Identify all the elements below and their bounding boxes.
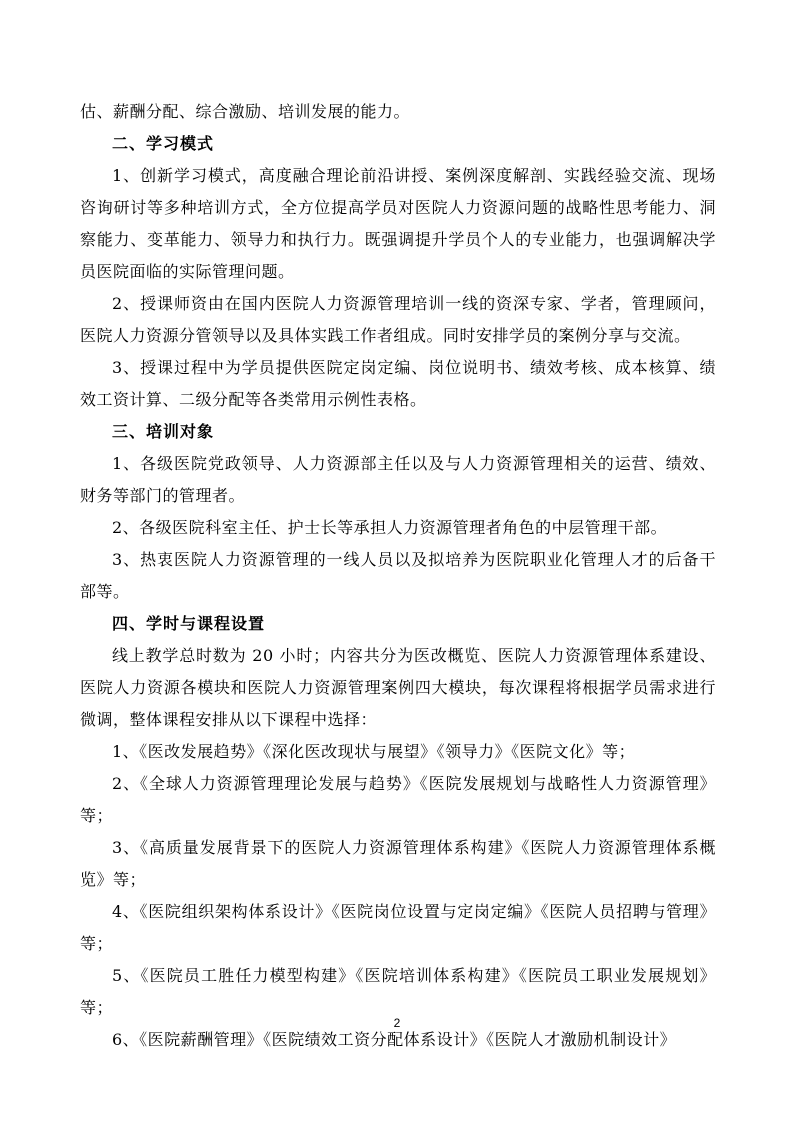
course-item-5: 5、《医院员工胜任力模型构建》《医院培训体系构建》《医院员工职业发展规划》等； [80, 966, 716, 1017]
course-item-3: 3、《高质量发展背景下的医院人力资源管理体系构建》《医院人力资源管理体系概览》等； [80, 838, 716, 889]
paragraph-learning-mode-1: 1、创新学习模式，高度融合理论前沿讲授、案例深度解剖、实践经验交流、现场咨询研讨等多种培训方式，全方位提高学员对医院人力资源问题的战略性思考能力、洞察能力、变革能力、领导力和执行力。既强调提升学员个人的专业能力，也强调解决学员医院面临的实际管理问题。 [80, 166, 716, 281]
course-item-1: 1、《医改发展趋势》《深化医改现状与展望》《领导力》《医院文化》等； [112, 742, 636, 761]
section-heading-learning-mode: 二、学习模式 [112, 134, 215, 153]
page-number: 2 [393, 1016, 401, 1030]
course-item-6: 6、《医院薪酬管理》《医院绩效工资分配体系设计》《医院人才激励机制设计》 [112, 1030, 677, 1049]
paragraph-continuation: 估、薪酬分配、综合激励、培训发展的能力。 [80, 102, 411, 121]
section-heading-curriculum: 四、学时与课程设置 [112, 614, 266, 633]
paragraph-curriculum-intro: 线上教学总时数为 20 小时；内容共分为医改概览、医院人力资源管理体系建设、医院人力资源各模块和医院人力资源管理案例四大模块，每次课程将根据学员需求进行微调，整体课程安排从以下课程中选择： [80, 646, 716, 729]
section-heading-audience: 三、培训对象 [112, 422, 215, 441]
paragraph-audience-3: 3、热衷医院人力资源管理的一线人员以及拟培养为医院职业化管理人才的后备干部等。 [80, 550, 716, 601]
paragraph-audience-1: 1、各级医院党政领导、人力资源部主任以及与人力资源管理相关的运营、绩效、财务等部门的管理者。 [80, 454, 716, 505]
paragraph-learning-mode-3: 3、授课过程中为学员提供医院定岗定编、岗位说明书、绩效考核、成本核算、绩效工资计算、二级分配等各类常用示例性表格。 [80, 358, 716, 409]
paragraph-audience-2: 2、各级医院科室主任、护士长等承担人力资源管理者角色的中层管理干部。 [112, 518, 668, 537]
paragraph-learning-mode-2: 2、授课师资由在国内医院人力资源管理培训一线的资深专家、学者，管理顾问，医院人力资源分管领导以及具体实践工作者组成。同时安排学员的案例分享与交流。 [80, 294, 716, 345]
course-item-2: 2、《全球人力资源管理理论发展与趋势》《医院发展规划与战略性人力资源管理》等； [80, 774, 716, 825]
document-body [80, 96, 716, 1056]
course-item-4: 4、《医院组织架构体系设计》《医院岗位设置与定岗定编》《医院人员招聘与管理》等； [80, 902, 716, 953]
